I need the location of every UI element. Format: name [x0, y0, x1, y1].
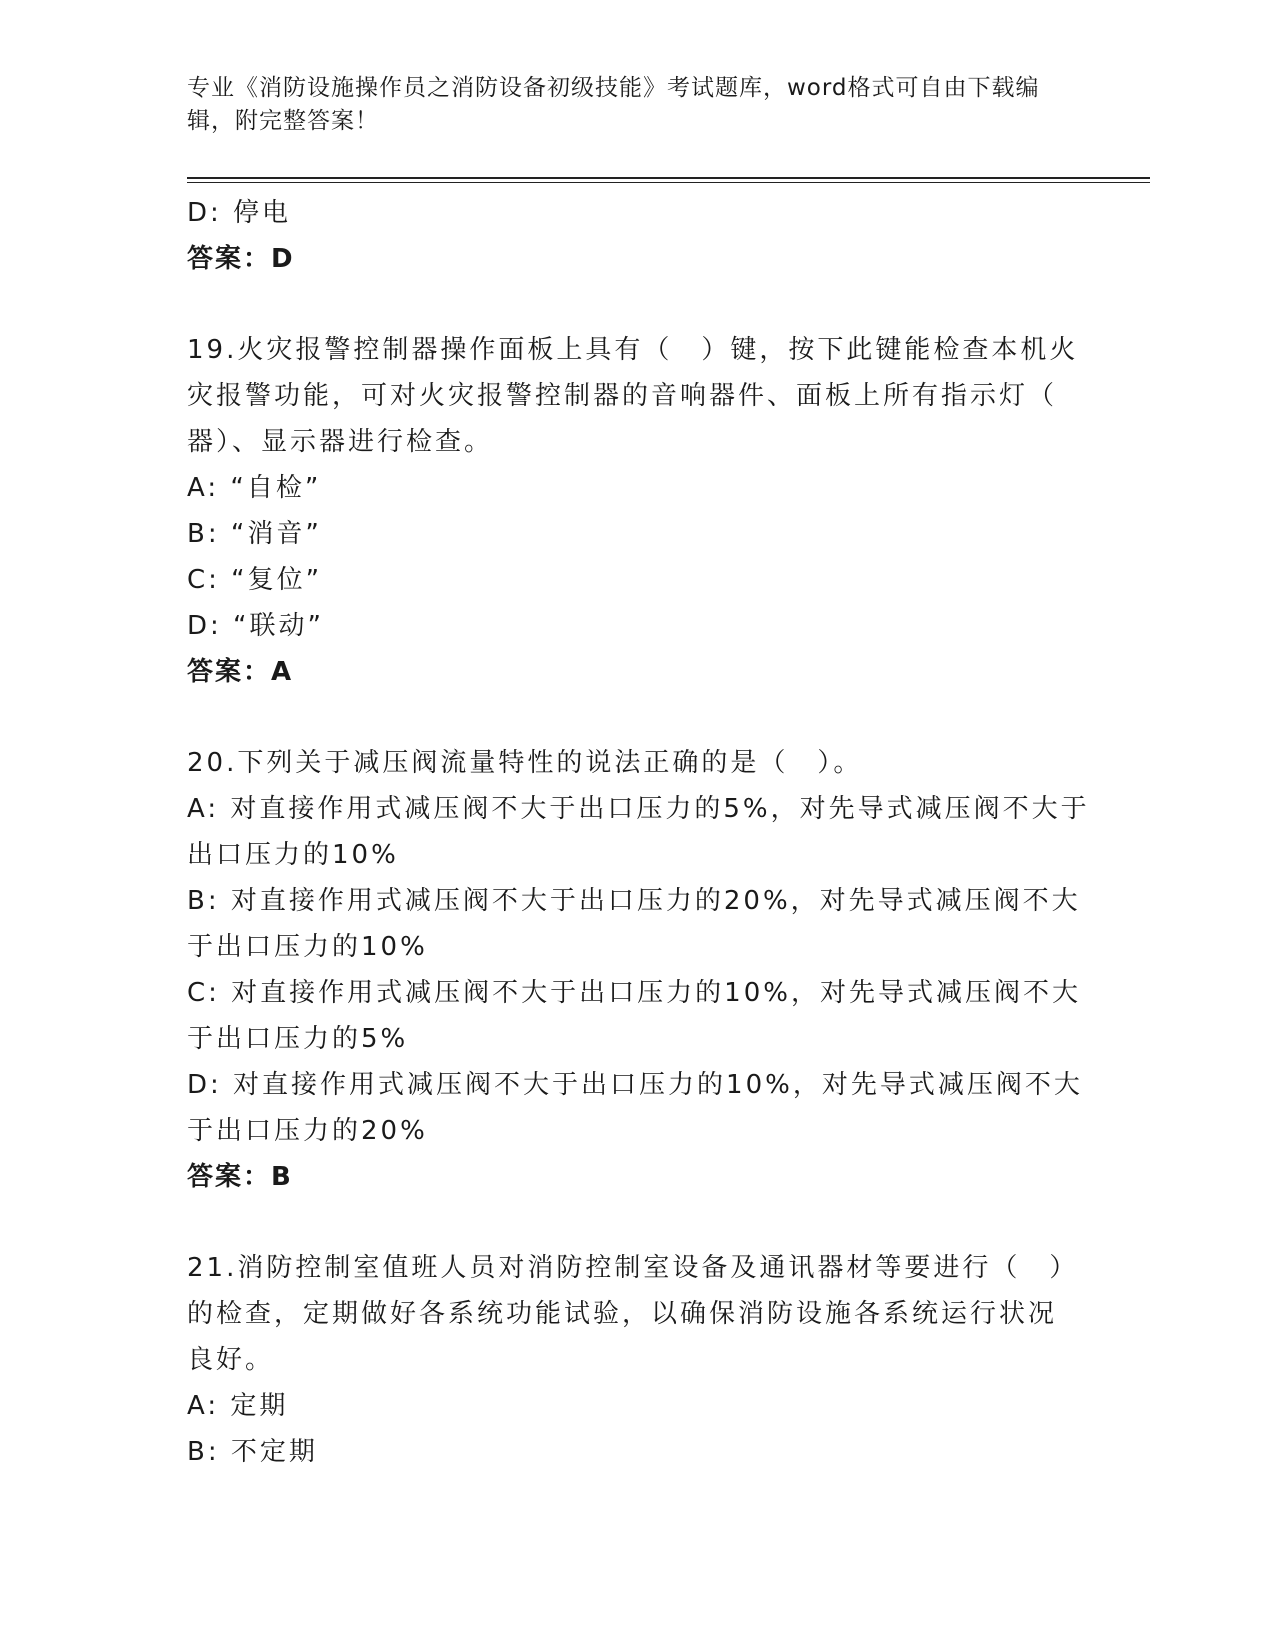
spacer — [187, 1200, 1087, 1245]
spacer — [187, 282, 1087, 327]
q19-option-d: D: “联动” — [187, 611, 324, 641]
q21-option-a: A: 定期 — [187, 1391, 289, 1421]
q19-option-a: A: “自检” — [187, 473, 322, 503]
q20-option-c-line-1: C: 对直接作用式减压阀不大于出口压力的10%，对先导式减压阀不大 — [187, 978, 1081, 1008]
q19-option-c: C: “复位” — [187, 565, 323, 595]
q20-option-a-line-1: A: 对直接作用式减压阀不大于出口压力的5%，对先导式减压阀不大于 — [187, 794, 1090, 824]
question-19 — [187, 327, 1087, 695]
q20-option-d-line-1: D: 对直接作用式减压阀不大于出口压力的10%，对先导式减压阀不大 — [187, 1070, 1083, 1100]
prev-option-d: D: 停电 — [187, 198, 292, 228]
question-21 — [187, 1245, 1087, 1475]
document-body — [187, 190, 1090, 1475]
q20-option-b-line-2: 于出口压力的10% — [187, 932, 428, 962]
header-line-2: 辑，附完整答案！ — [187, 108, 379, 134]
question-20 — [187, 740, 1090, 1200]
header-line-1: 专业《消防设施操作员之消防设备初级技能》考试题库，word格式可自由下载编 — [187, 75, 1040, 101]
q20-answer: 答案：B — [187, 1162, 293, 1192]
q19-text-line-3: 器）、显示器进行检查。 — [187, 427, 494, 457]
q20-option-d-line-2: 于出口压力的20% — [187, 1116, 428, 1146]
q20-option-c-line-2: 于出口压力的5% — [187, 1024, 409, 1054]
prev-answer: 答案：D — [187, 244, 295, 274]
q21-option-b: B: 不定期 — [187, 1437, 318, 1467]
spacer — [187, 695, 1087, 740]
q19-text-line-1: 19.火灾报警控制器操作面板上具有（ ）键，按下此键能检查本机火 — [187, 335, 1079, 365]
header-rule-thick — [187, 177, 1150, 179]
page-header — [187, 72, 1067, 138]
q20-text: 20.下列关于减压阀流量特性的说法正确的是（ ）。 — [187, 748, 863, 778]
header-rule-thin — [187, 182, 1150, 183]
q19-answer: 答案：A — [187, 657, 294, 687]
q20-option-a-line-2: 出口压力的10% — [187, 840, 399, 870]
q21-text-line-2: 的检查，定期做好各系统功能试验，以确保消防设施各系统运行状况 — [187, 1299, 1058, 1329]
q20-option-b-line-1: B: 对直接作用式减压阀不大于出口压力的20%，对先导式减压阀不大 — [187, 886, 1081, 916]
q21-text-line-3: 良好。 — [187, 1345, 275, 1375]
q21-text-line-1: 21.消防控制室值班人员对消防控制室设备及通讯器材等要进行（ ） — [187, 1253, 1079, 1283]
q19-option-b: B: “消音” — [187, 519, 322, 549]
q19-text-line-2: 灾报警功能，可对火灾报警控制器的音响器件、面板上所有指示灯（ — [187, 381, 1058, 411]
